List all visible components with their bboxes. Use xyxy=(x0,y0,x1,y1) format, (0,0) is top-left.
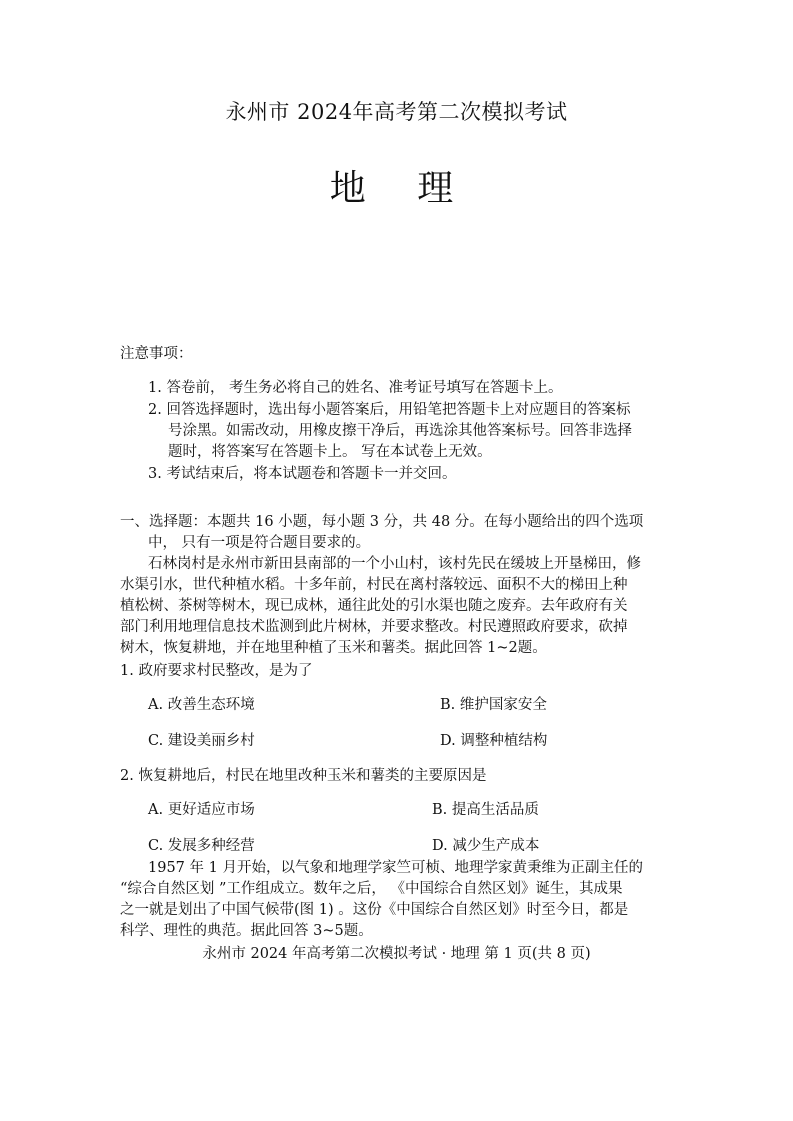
section-heading: 一、选择题：本题共 16 小题，每小题 3 分，共 48 分。在每小题给出的四个选项 xyxy=(120,514,644,530)
page-footer: 永州市 2024 年高考第二次模拟考试 · 地理 第 1 页(共 8 页) xyxy=(202,946,591,962)
option-d: D. 减少生产成本 xyxy=(432,838,540,854)
passage-line: 植松树、茶树等树木，现已成林，通往此处的引水渠也随之废弃。去年政府有关 xyxy=(120,598,628,614)
note-item: 1. 答卷前， 考生务必将自己的姓名、准考证号填写在答题卡上。 xyxy=(148,380,563,396)
passage-line: 之一就是划出了中国气候带(图 1) 。这份《中国综合自然区划》时至今日，都是 xyxy=(120,902,629,918)
note-item: 2. 回答选择题时，选出每小题答案后，用铅笔把答题卡上对应题目的答案标 xyxy=(148,402,631,418)
passage-line: 水渠引水，世代种植水稻。十多年前，村民在离村落较远、面积不大的梯田上种 xyxy=(120,577,628,593)
passage-line: 石林岗村是永州市新田县南部的一个小山村，该村先民在缓坡上开垦梯田，修 xyxy=(148,556,641,572)
option-a: A. 更好适应市场 xyxy=(148,802,255,818)
note-item: 号涂黑。如需改动，用橡皮擦干净后，再选涂其他答案标号。回答非选择 xyxy=(168,423,632,439)
section-heading-cont: 中， 只有一项是符合题目要求的。 xyxy=(148,535,371,551)
notes-heading: 注意事项： xyxy=(120,346,193,362)
passage-line: “综合自然区划 ”工作组成立。数年之后， 《中国综合自然区划》诞生，其成果 xyxy=(120,881,623,897)
option-a: A. 改善生态环境 xyxy=(148,697,255,713)
note-item: 3. 考试结束后，将本试题卷和答题卡一并交回。 xyxy=(148,466,457,482)
question-stem: 2. 恢复耕地后，村民在地里改种玉米和薯类的主要原因是 xyxy=(120,768,487,784)
passage-line: 1957 年 1 月开始，以气象和地理学家竺可桢、地理学家黄秉维为正副主任的 xyxy=(148,860,643,876)
note-item: 题时，将答案写在答题卡上。 写在本试卷上无效。 xyxy=(168,444,492,460)
exam-title: 永州市 2024年高考第二次模拟考试 xyxy=(225,100,568,124)
option-b: B. 维护国家安全 xyxy=(440,697,547,713)
passage-line: 树木，恢复耕地，并在地里种植了玉米和薯类。据此回答 1~2题。 xyxy=(120,640,547,656)
subject-title: 地 理 xyxy=(329,168,474,209)
option-b: B. 提高生活品质 xyxy=(432,802,539,818)
option-c: C. 发展多种经营 xyxy=(148,838,255,854)
option-c: C. 建设美丽乡村 xyxy=(148,733,255,749)
passage-line: 部门利用地理信息技术监测到此片树林，并要求整改。村民遵照政府要求，砍掉 xyxy=(120,619,628,635)
question-stem: 1. 政府要求村民整改，是为了 xyxy=(120,663,313,679)
option-d: D. 调整种植结构 xyxy=(440,733,548,749)
passage-line: 科学、理性的典范。据此回答 3~5题。 xyxy=(120,923,373,939)
